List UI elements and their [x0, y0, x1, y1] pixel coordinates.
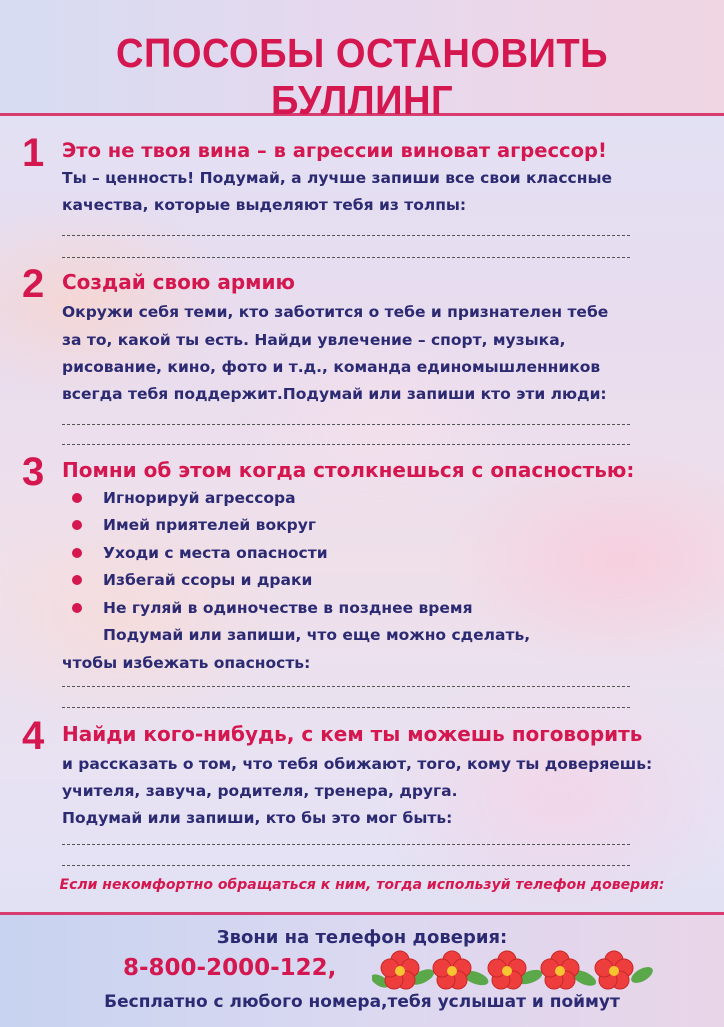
write-in-line[interactable]: [62, 865, 630, 866]
footer-free-call-text: Бесплатно с любого номера,тебя услышат и поймут: [104, 992, 620, 1012]
hotline-phone-number[interactable]: 8-800-2000-122,: [123, 955, 337, 981]
section-heading: Создай свою армию: [62, 270, 295, 294]
bullet-item: Не гуляй в одиночестве в позднее время: [103, 599, 473, 617]
bullet-item: Избегай ссоры и драки: [103, 571, 313, 589]
bullet-dot: [72, 493, 82, 503]
section-heading: Найди кого-нибудь, с кем ты можешь поговорить: [62, 722, 643, 746]
section-heading: Это не твоя вина – в агрессии виноват агрессор!: [62, 139, 607, 162]
section-heading: Помни об этом когда столкнешься с опасностью:: [62, 458, 635, 482]
write-in-line[interactable]: [62, 686, 630, 687]
bullet-dot: [72, 548, 82, 558]
write-in-line[interactable]: [62, 444, 630, 445]
section-number: 4: [22, 714, 45, 758]
hotline-note: Если некомфортно обращаться к ним, тогда используй телефон доверия:: [59, 877, 665, 893]
write-in-line[interactable]: [62, 235, 630, 236]
bullet-item: Имей приятелей вокруг: [103, 516, 316, 534]
write-in-line[interactable]: [62, 707, 630, 708]
body-line: всегда тебя поддержит.Подумай или запиши кто эти люди:: [62, 385, 607, 403]
bullet-dot: [72, 603, 82, 613]
bullet-dot: [72, 575, 82, 585]
body-line: чтобы избежать опасность:: [62, 654, 311, 672]
body-line: Ты – ценность! Подумай, а лучше запиши все свои классные: [62, 169, 612, 187]
write-in-line[interactable]: [62, 257, 630, 258]
flower-garland-icon: [372, 947, 662, 995]
bullet-item: Игнорируй агрессора: [103, 489, 296, 507]
footer-banner: [0, 912, 724, 1027]
section-number: 3: [22, 450, 45, 494]
write-in-line[interactable]: [62, 844, 630, 845]
body-line: и рассказать о том, что тебя обижают, того, кому ты доверяешь:: [62, 755, 653, 773]
header-banner: [0, 0, 724, 123]
body-line: Подумай или запиши, что еще можно сделать,: [103, 626, 531, 644]
body-line: за то, какой ты есть. Найди увлечение – спорт, музыка,: [62, 331, 566, 349]
body-line: качества, которые выделяют тебя из толпы:: [62, 196, 467, 214]
footer-call-text: Звони на телефон доверия:: [216, 927, 508, 948]
body-line: учителя, завуча, родителя, тренера, друга.: [62, 782, 458, 800]
body-line: Окружи себя теми, кто заботится о тебе и признателен тебе: [62, 303, 609, 321]
section-number: 1: [22, 131, 45, 175]
section-number: 2: [22, 262, 45, 306]
body-line: рисование, кино, фото и т.д., команда единомышленников: [62, 358, 601, 376]
write-in-line[interactable]: [62, 424, 630, 425]
bullet-item: Уходи с места опасности: [103, 544, 328, 562]
page-title: СПОСОБЫ ОСТАНОВИТЬ БУЛЛИНГ: [115, 30, 609, 123]
bullet-dot: [72, 520, 82, 530]
body-line: Подумай или запиши, кто бы это мог быть:: [62, 809, 453, 827]
